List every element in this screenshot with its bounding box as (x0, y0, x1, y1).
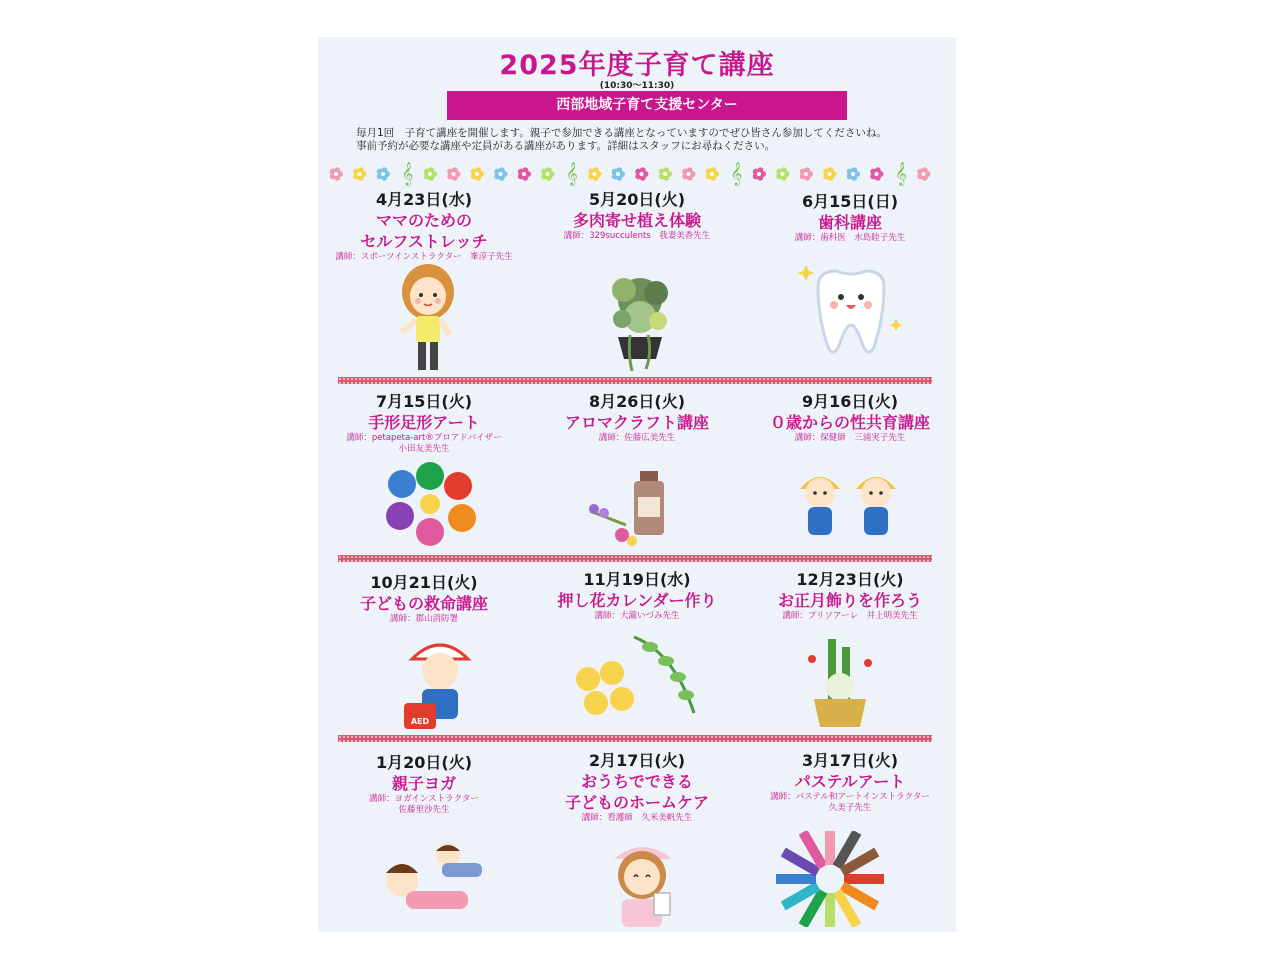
event-date: 3月17日(火) (801, 751, 899, 770)
event-date: 9月16日(火) (801, 392, 899, 411)
flower-icon (330, 167, 343, 181)
treble-clef-icon: 𝄞 (730, 161, 743, 185)
event-title: 押し花カレンダー作り (557, 591, 717, 610)
flower-icon (541, 167, 554, 181)
smiling-tooth-illustration (796, 257, 906, 367)
event-instructor: 講師：郡山消防署 (389, 614, 458, 624)
flower-icon (870, 167, 883, 181)
flower-icon (753, 167, 766, 181)
pastel-stick (825, 893, 835, 927)
aroma-bottle-illustration (586, 465, 678, 553)
treble-clef-icon: 𝄞 (401, 161, 414, 185)
aed-label: AED (410, 717, 430, 726)
event-title: ０歳からの性共育講座 (769, 413, 930, 432)
event-instructor: 講師：歯科医 水島睦子先生 (794, 233, 906, 243)
event-instructor-line2: 佐藤里沙先生 (398, 805, 450, 815)
event-title: アロマクラフト講座 (564, 413, 709, 432)
event-instructor: 講師：スポーツインストラクター 峯淳子先生 (335, 252, 513, 262)
intro-line-2: 事前予約が必要な講座や定員がある講座があります。詳細はスタッフにお尋ねください。 (356, 140, 776, 152)
pastel-sticks-illustration (768, 831, 892, 927)
event-instructor: 講師：プリソアーレ 井上明美先生 (782, 611, 918, 621)
session-time: (10:30～11:30) (599, 81, 675, 91)
event-august (531, 392, 743, 444)
event-october (318, 573, 530, 625)
flower-icon (353, 167, 366, 181)
flower-icon (635, 167, 648, 181)
event-date: 1月20日(火) (375, 753, 473, 772)
nurse-illustration (602, 833, 684, 929)
center-banner: 西部地域子育て支援センター (447, 91, 847, 120)
event-title: 子どもの救命講座 (359, 594, 488, 613)
event-title: ママのための (375, 211, 472, 230)
event-march (744, 751, 956, 814)
flower-icon (800, 167, 813, 181)
pressed-flowers-illustration (574, 633, 698, 723)
page-title: 2025年度子育て講座 (499, 50, 775, 81)
pastel-stick (844, 874, 884, 884)
event-date: 10月21日(火) (370, 573, 478, 592)
event-title-line2: 子どものホームケア (564, 793, 709, 812)
flower-icon (471, 167, 484, 181)
flower-garland-decoration (328, 160, 948, 186)
flower-icon (377, 167, 390, 181)
event-instructor-line2: 久美子先生 (828, 803, 872, 813)
event-title: 親子ヨガ (391, 774, 456, 793)
flower-icon (823, 167, 836, 181)
flower-icon (518, 167, 531, 181)
event-instructor: 講師：パステル和アートインストラクター (770, 792, 930, 802)
flower-icon (706, 167, 719, 181)
flower-icon (682, 167, 695, 181)
pastel-stick (825, 831, 835, 865)
event-february (531, 751, 743, 824)
parent-child-yoga-illustration (376, 833, 500, 923)
intro-text (356, 127, 946, 153)
flower-icon (447, 167, 460, 181)
event-title: お正月飾りを作ろう (777, 591, 922, 610)
event-may (531, 190, 743, 242)
two-children-illustration (790, 459, 906, 545)
event-instructor: 講師：petapeta-art®プロアドバイザー (346, 433, 502, 443)
stretching-woman-illustration (388, 262, 468, 374)
event-date: 12月23日(火) (796, 570, 904, 589)
intro-line-1: 毎月1回 子育て講座を開催します。親子で参加できる講座となっていますのでぜひ皆さん参加してくださいね。 (356, 127, 887, 139)
row-divider-2 (338, 555, 932, 562)
event-date: 4月23日(水) (375, 190, 473, 209)
flower-icon (424, 167, 437, 181)
event-title: おうちでできる (581, 772, 693, 791)
event-july (318, 392, 530, 455)
flower-icon (612, 167, 625, 181)
event-instructor: 講師：大瀧いづみ先生 (594, 611, 680, 621)
event-instructor-line2: 小田友美先生 (398, 444, 450, 454)
flyer-sheet (318, 37, 956, 932)
event-title: パステルアート (794, 772, 906, 791)
flower-icon (776, 167, 789, 181)
event-date: 5月20日(火) (588, 190, 686, 209)
event-april (318, 190, 530, 263)
event-title: 歯科講座 (817, 213, 882, 232)
event-instructor: 講師：ヨガインストラクター (369, 794, 479, 804)
event-date: 6月15日(日) (801, 192, 899, 211)
flower-icon (917, 167, 930, 181)
pastel-stick (776, 874, 816, 884)
flower-icon (847, 167, 860, 181)
treble-clef-icon: 𝄞 (566, 161, 578, 185)
event-title: 多肉寄せ植え体験 (572, 211, 701, 230)
event-instructor: 講師：看護師 久米美帆先生 (581, 813, 693, 823)
event-date: 8月26日(火) (588, 392, 686, 411)
event-date: 11月19日(水) (583, 570, 691, 589)
event-september (744, 392, 956, 444)
event-january (318, 753, 530, 816)
event-instructor: 講師：保健師 三浦実子先生 (794, 433, 906, 443)
treble-clef-icon: 𝄞 (895, 161, 907, 185)
flower-icon (588, 167, 601, 181)
handprints-illustration (380, 454, 480, 554)
kadomatsu-illustration (798, 629, 882, 729)
event-title: 手形足形アート (368, 413, 480, 432)
event-instructor: 講師：佐藤広美先生 (598, 433, 676, 443)
firefighter-aed-illustration (402, 633, 478, 731)
event-date: 7月15日(火) (375, 392, 473, 411)
event-december (744, 570, 956, 622)
row-divider-1 (338, 377, 932, 384)
succulent-pot-illustration (600, 255, 680, 373)
event-date: 2月17日(火) (588, 751, 686, 770)
event-november (531, 570, 743, 622)
flower-icon (494, 167, 507, 181)
flower-icon (659, 167, 672, 181)
event-june (744, 192, 956, 244)
event-title-line2: セルフストレッチ (360, 232, 488, 251)
row-divider-3 (338, 735, 932, 742)
event-instructor: 講師：329succulents 我妻美香先生 (563, 231, 711, 241)
